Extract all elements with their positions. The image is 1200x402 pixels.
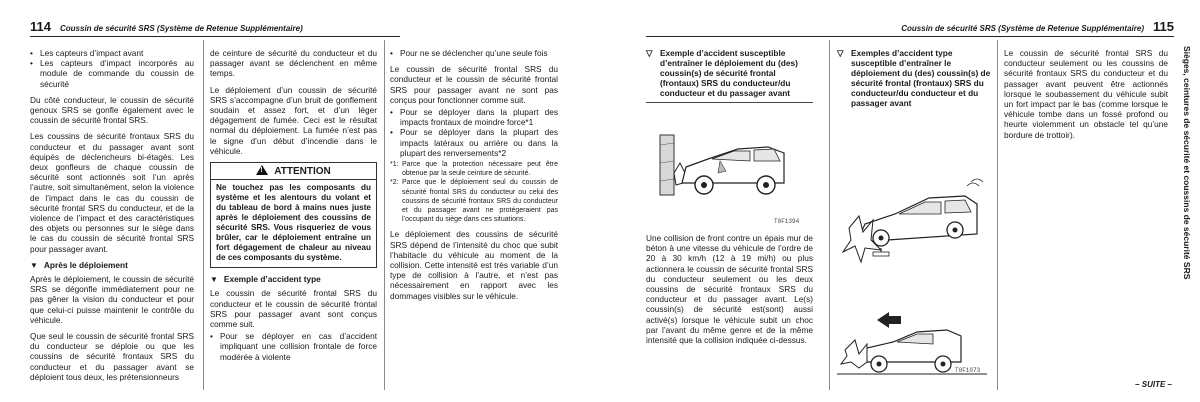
column-divider <box>829 40 830 390</box>
paragraph: Le déploiement des coussins de sécurité SRS dépend de l’intensité du choc que subit l’habitacle du véhicule au moment de la collision. Cette intensité est très variable d’un type de collision à l’autre, et n’est pas nécessairement en rapport avec les dommages visibles sur le véhicule. <box>390 229 558 301</box>
right-page <box>600 0 1200 402</box>
down-triangle-icon: ▼ <box>30 260 38 270</box>
column-divider <box>997 40 998 390</box>
underbody-impact-illustration <box>837 112 992 377</box>
column-divider <box>203 40 204 390</box>
figure-frontal-collision <box>646 102 813 229</box>
right-col-3 <box>1004 48 1168 146</box>
figure-code: T0F1394 <box>774 218 800 225</box>
list-item: • Les capteurs d’impact incorporés au module de commande du coussin de sécurité <box>30 58 194 89</box>
left-header-title: Coussin de sécurité SRS (Système de Retenue Supplémentaire) <box>60 24 303 33</box>
frontal-collision-illustration <box>646 103 813 229</box>
list-item: • Pour ne se déclencher qu’une seule fois <box>390 48 558 58</box>
example-box-title: ▽ Exemples d’accident type susceptible d’entraîner le déploiement du (des) coussin(s) de sécurité frontal (frontaux) SRS du conducteur/du conducteur et du passager avant <box>837 48 991 108</box>
footnote: *2: Parce que le déploiement seul du coussin de sécurité frontal SRS du conducteur ou celui des coussins de sécurité frontaux SRS du conducteur et du passager avant ne protégeraient pas l’occupant du siège dans ces situations. <box>390 179 558 224</box>
right-header-title: Coussin de sécurité SRS (Système de Retenue Supplémentaire) <box>901 24 1144 33</box>
paragraph: Le déploiement d’un coussin de sécurité SRS s’accompagne d’un bruit de gonflement soudain et assez fort, et d’un léger dégagement de fumée. Ceci est le résultat normal du déploiement. La fumée n’est pas le signe d’un début d’incendie dans le véhicule. <box>210 84 377 156</box>
triangle-outline-icon: ▽ <box>837 48 844 58</box>
paragraph: Une collision de front contre un épais mur de béton à une vitesse du véhicule de l’ordre de 20 à 30 km/h (12 à 19 mi/h) ou plus actionnera le coussin de sécurité frontal SRS du conducteur seulement ou les deux coussins de sécurité frontaux SRS du conducteur et du passager avant. Le(s) coussin(s) de sécurité est(sont) aussi activé(s) lorsque le véhicule subit un choc par l’avant du même genre et de la même intensité que la collision indiquée ci-dessus. <box>646 233 813 346</box>
right-col-2 <box>837 48 992 377</box>
paragraph: Que seul le coussin de sécurité frontal SRS du conducteur se déploie ou que les coussins de sécurité frontaux SRS du conducteur et du passager avant se déploient tous deux, les prétensionneurs <box>30 331 194 382</box>
list-item: • Pour se déployer dans la plupart des impacts latéraux ou arrière ou dans la plupart des renversements*2 <box>390 127 558 158</box>
footnote: *1: Parce que la protection nécessaire peut être obtenue par la seule ceinture de sécurité. <box>390 161 558 178</box>
attention-box <box>210 162 377 268</box>
list-item: • Pour se déployer en cas d’accident impliquant une collision frontale de force modérée à violente <box>210 331 377 362</box>
page-number-right: 115 <box>1153 19 1174 34</box>
section-title: ▼ Exemple d’accident type <box>210 274 321 285</box>
paragraph: Après le déploiement, le coussin de sécurité SRS se dégonfle immédiatement pour ne pas gêner la vision du conducteur et pour que celui-ci puisse maintenir le contrôle du véhicule. <box>30 274 194 325</box>
left-col-2 <box>210 48 377 362</box>
paragraph: Le coussin de sécurité frontal SRS du conducteur et le coussin de sécurité frontal SRS pour passager avant ne sont pas conçus pour fonctionner comme suit. <box>390 64 558 105</box>
page-number-left: 114 <box>30 19 51 34</box>
attention-title: !ATTENTION <box>211 163 376 180</box>
paragraph: Les coussins de sécurité frontaux SRS du conducteur et du passager avant sont équipés de déclencheurs bi-étagés. Les deux gonfleurs de chaque coussin de sécurité sont actionnés soit l’un après l’autre, soit simultanément, selon la violence de l’impact dans le cas du coussin de sécurité frontal SRS du conducteur, et de la violence de l’impact et des caractéristiques des objets ou personnes sur le siège dans le cas du coussin de sécurité frontal SRS pour passager avant. <box>30 131 194 254</box>
continued-label: – SUITE – <box>1135 380 1172 389</box>
example-box-title: ▽ Exemple d’accident susceptible d’entraîner le déploiement du (des) coussin(s) de sécurité frontal (frontaux) SRS du conducteur/du conducteur et du passager avant <box>646 48 798 98</box>
left-col-3 <box>390 48 558 307</box>
paragraph: de ceinture de sécurité du conducteur et du passager avant se déclenchent en même temps. <box>210 48 377 79</box>
left-page-header <box>30 19 400 36</box>
side-tab-label: Sièges, ceintures de sécurité et coussins de sécurité SRS <box>1182 46 1192 280</box>
left-col-1 <box>30 48 194 388</box>
figure-underbody-impact <box>837 112 992 377</box>
list-item: • Pour se déployer dans la plupart des impacts frontaux de moindre force*1 <box>390 107 558 127</box>
paragraph: Le coussin de sécurité frontal SRS du conducteur seulement ou les coussins de sécurité frontaux SRS du conducteur et du passager avant peuvent être actionnés lorsque le soubassement du véhicule subit un fort impact par le bas (comme lorsque le véhicule tombe dans un fossé profond ou heurte violemment un obstacle tel qu’une bordure de trottoir). <box>1004 48 1168 140</box>
list-item: • Les capteurs d’impact avant <box>30 48 194 58</box>
left-header-rule <box>30 36 400 37</box>
right-page-header <box>646 19 1174 36</box>
triangle-outline-icon: ▽ <box>646 48 653 58</box>
paragraph: Le coussin de sécurité frontal SRS du conducteur et le coussin de sécurité frontal SRS pour passager avant sont conçus comme suit. <box>210 288 377 330</box>
attention-body: Ne touchez pas les composants du système et les alentours du volant et du tableau de bord à mains nues juste après le déploiement des coussins de sécurité SRS. Vous risqueriez de vous brûler, car le déploiement entraîne un fort dégagement de chaleur au niveau de ces composants du système. <box>216 183 371 263</box>
down-triangle-icon: ▼ <box>210 275 218 285</box>
warning-icon <box>256 165 268 175</box>
section-title: ▼ Après le déploiement <box>30 259 128 270</box>
right-header-rule <box>646 36 1174 37</box>
paragraph: Du côté conducteur, le coussin de sécurité genoux SRS se gonfle également avec le coussin de sécurité frontal SRS. <box>30 94 194 126</box>
figure-code: T0F1073 <box>955 367 981 374</box>
column-divider <box>384 40 385 390</box>
side-tab <box>1178 40 1196 390</box>
right-col-1 <box>646 48 813 351</box>
